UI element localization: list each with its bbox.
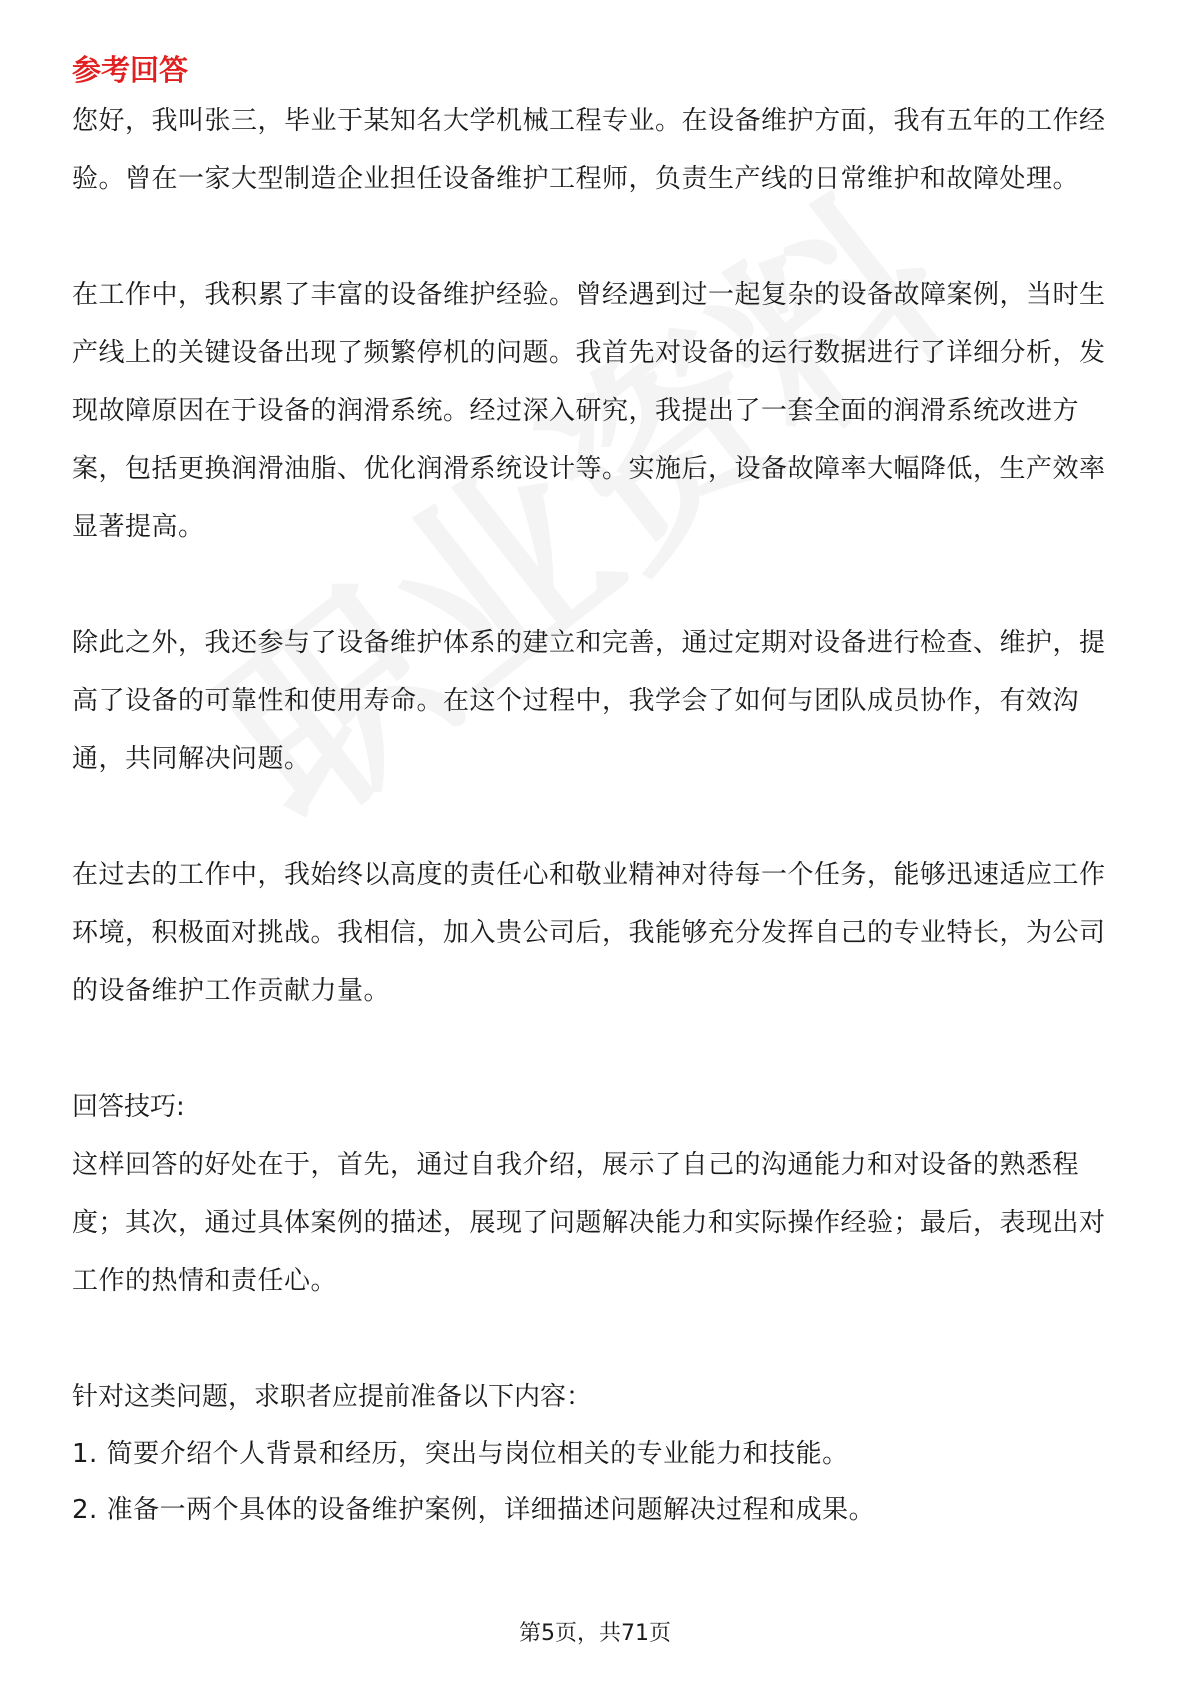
tips-label: 回答技巧:: [72, 1092, 185, 1122]
paragraph-gap: [72, 1310, 1118, 1368]
page-number: 第5页，共71页: [519, 1621, 671, 1646]
list-item: 1. 简要介绍个人背景和经历，突出与岗位相关的专业能力和技能。: [72, 1439, 849, 1469]
paragraph-system: 除此之外，我还参与了设备维护体系的建立和完善，通过定期对设备进行检查、维护，提高了设备的可靠性和使用寿命。在这个过程中，我学会了如何与团队成员协作，有效沟通，共同解决问题。: [72, 628, 1106, 774]
list-item: 2. 准备一两个具体的设备维护案例，详细描述问题解决过程和成果。: [72, 1495, 876, 1525]
document-page: [72, 48, 1118, 1538]
paragraph-case: 在工作中，我积累了丰富的设备维护经验。曾经遇到过一起复杂的设备故障案例，当时生产线上的关键设备出现了频繁停机的问题。我首先对设备的运行数据进行了详细分析，发现故障原因在于设备的润滑系统。经过深入研究，我提出了一套全面的润滑系统改进方案，包括更换润滑油脂、优化润滑系统设计等。实施后，设备故障率大幅降低，生产效率显著提高。: [72, 280, 1106, 542]
paragraph-gap: [72, 788, 1118, 846]
section-heading: 参考回答: [72, 53, 189, 87]
paragraph-intro: 您好，我叫张三，毕业于某知名大学机械工程专业。在设备维护方面，我有五年的工作经验。曾在一家大型制造企业担任设备维护工程师，负责生产线的日常维护和故障处理。: [72, 106, 1106, 194]
paragraph-gap: [72, 1020, 1118, 1078]
paragraph-gap: [72, 556, 1118, 614]
paragraph-gap: [72, 208, 1118, 266]
tips-text: 这样回答的好处在于，首先，通过自我介绍，展示了自己的沟通能力和对设备的熟悉程度；其次，通过具体案例的描述，展现了问题解决能力和实际操作经验；最后，表现出对工作的热情和责任心。: [72, 1150, 1106, 1296]
paragraph-closing: 在过去的工作中，我始终以高度的责任心和敬业精神对待每一个任务，能够迅速适应工作环境，积极面对挑战。我相信，加入贵公司后，我能够充分发挥自己的专业特长，为公司的设备维护工作贡献力量。: [72, 860, 1106, 1006]
prep-list: [72, 1426, 1118, 1538]
prep-label: 针对这类问题，求职者应提前准备以下内容：: [72, 1382, 593, 1412]
